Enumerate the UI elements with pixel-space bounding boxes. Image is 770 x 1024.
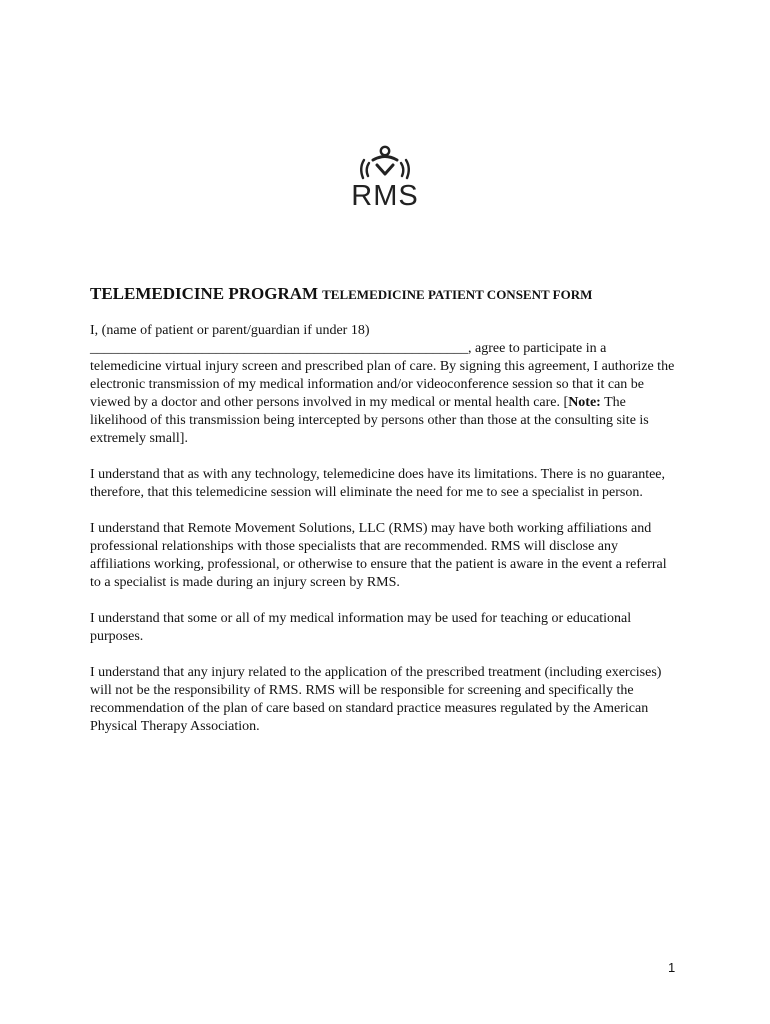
title-main: TELEMEDICINE PROGRAM xyxy=(90,284,319,303)
p1-text-b: The likelihood of this transmission being intercepted by persons other than those at the consulting site is extremely small]. xyxy=(90,395,649,446)
patient-name-blank: ______________________________________________________ xyxy=(90,341,468,356)
p1-text-a: , agree to participate in a telemedicine virtual injury screen and prescribed plan of care. By signing this agreement, I authorize the electronic transmission of my medical information and/or videoconference session so that it can be viewed by a doctor and other persons involved in my medical or mental health care. [ xyxy=(90,341,675,410)
note-label: Note: xyxy=(568,395,601,410)
consent-paragraph-3: I understand that Remote Movement Solutions, LLC (RMS) may have both working affiliations and professional relationships with those specialists that are recommended. RMS will disclose any affiliations working, professional, or otherwise to ensure that the patient is aware in the event a referral to a specialist is made during an injury screen by RMS. xyxy=(90,521,667,590)
rms-logo xyxy=(340,143,430,215)
page-title xyxy=(90,284,710,304)
rms-figure-icon xyxy=(340,143,430,183)
consent-body xyxy=(90,322,680,754)
consent-paragraph-2: I understand that as with any technology, telemedicine does have its limitations. There is no guarantee, therefore, that this telemedicine session will eliminate the need for me to see a specialist in person. xyxy=(90,467,666,500)
page-number: 1 xyxy=(668,960,676,975)
logo-wordmark: RMS xyxy=(351,180,419,212)
consent-paragraph-1 xyxy=(90,340,680,448)
intro-line: I, (name of patient or parent/guardian if under 18) xyxy=(90,323,370,338)
consent-paragraph-5: I understand that any injury related to the application of the prescribed treatment (including exercises) will not be the responsibility of RMS. RMS will be responsible for screening and specifically the recommendation of the plan of care based on standard practice measures regulated by the American Physical Therapy Association. xyxy=(90,665,662,734)
consent-paragraph-4: I understand that some or all of my medical information may be used for teaching or educational purposes. xyxy=(90,611,632,644)
title-sub: TELEMEDICINE PATIENT CONSENT FORM xyxy=(322,287,593,302)
